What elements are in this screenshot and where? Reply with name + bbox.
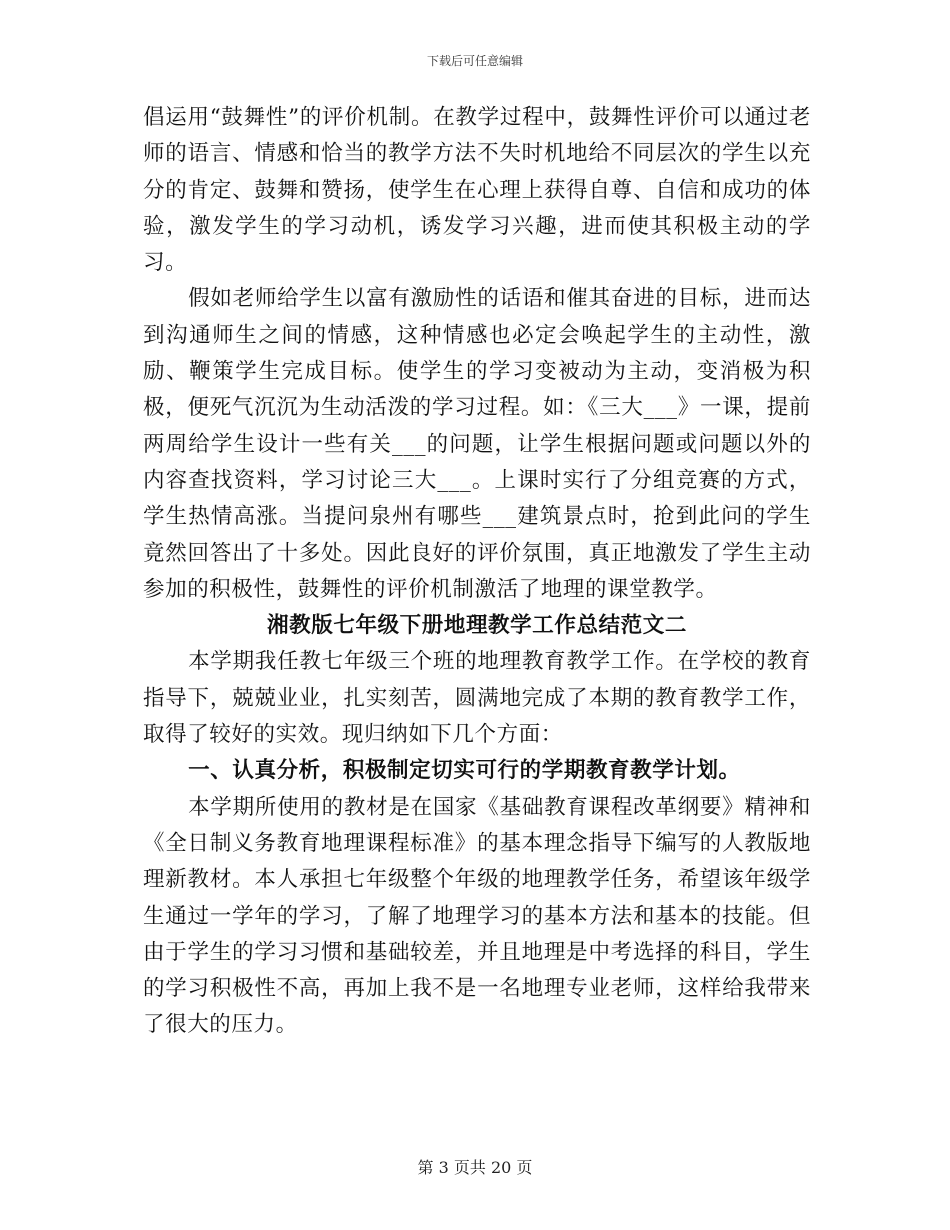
section-heading-1: 一、认真分析，积极制定切实可行的学期教育教学计划。	[188, 758, 741, 784]
page-header: 下载后可任意编辑	[426, 54, 523, 68]
document-body	[143, 100, 811, 1044]
intro-paragraph: 本学期我任教七年级三个班的地理教育教学工作。在学校的教育指导下，兢兢业业，扎实刻苦，圆满地完成了本期的教育教学工作，取得了较好的实效。现归纳如下几个方面：	[143, 649, 811, 748]
paragraph-3: 本学期所使用的教材是在国家《基础教育课程改革纲要》精神和《全日制义务教育地理课程标准》的基本理念指导下编写的人教版地理新教材。本人承担七年级整个年级的地理教学任务，希望该年级学生通过一学年的学习，了解了地理学习的基本方法和基本的技能。但由于学生的学习习惯和基础较差，并且地理是中考选择的科目，学生的学习积极性不高，再加上我不是一名地理专业老师，这样给我带来了很大的压力。	[143, 794, 811, 1038]
paragraph-1: 倡运用“鼓舞性”的评价机制。在教学过程中，鼓舞性评价可以通过老师的语言、情感和恰当的教学方法不失时机地给不同层次的学生以充分的肯定、鼓舞和赞扬，使学生在心理上获得自尊、自信和成功的体验，激发学生的学习动机，诱发学习兴趣，进而使其积极主动的学习。	[143, 105, 811, 276]
paragraph-2: 假如老师给学生以富有激励性的话语和催其奋进的目标，进而达到沟通师生之间的情感，这种情感也必定会唤起学生的主动性，激励、鞭策学生完成目标。使学生的学习变被动为主动，变消极为积极，便死气沉沉为生动活泼的学习过程。如：《三大___》一课，提前两周给学生设计一些有关___的问题，让学生根据问题或问题以外的内容查找资料，学习讨论三大___。上课时实行了分组竞赛的方式，学生热情高涨。当提问泉州有哪些___建筑景点时，抢到此问的学生竟然回答出了十多处。因此良好的评价氛围，真正地激发了学生主动参加的积极性，鼓舞性的评价机制激活了地理的课堂教学。	[143, 286, 811, 602]
page-number: 第 3 页共 20 页	[417, 1158, 533, 1177]
section-title: 湘教版七年级下册地理教学工作总结范文二	[267, 613, 687, 639]
